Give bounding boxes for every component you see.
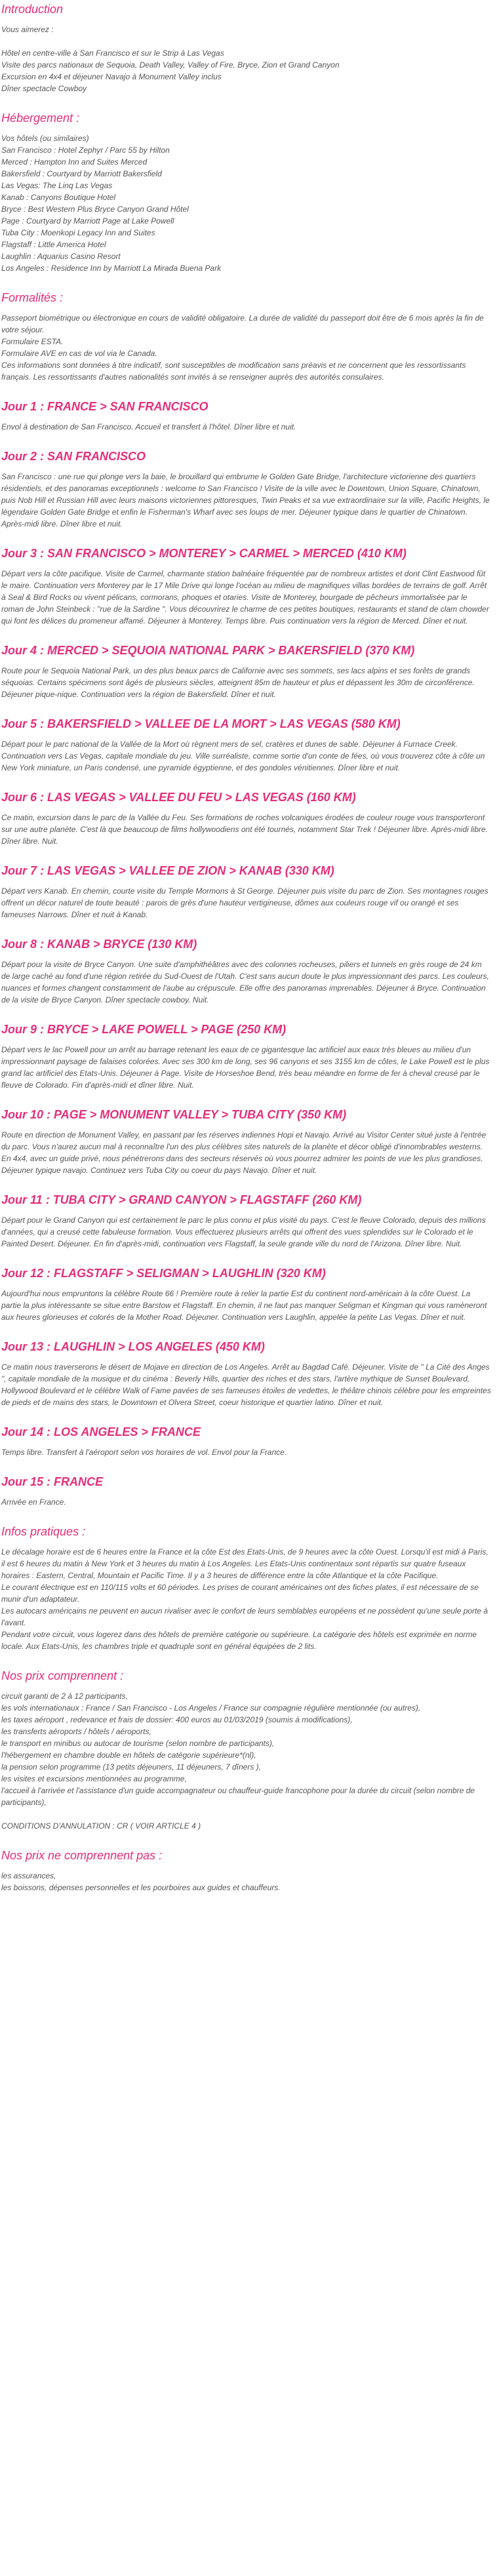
day-item	[1, 789, 491, 847]
text-line: l'hébergement en chambre double en hôtels de catégorie supérieure*(nl),	[1, 1751, 256, 1760]
day-title: Jour 6 : LAS VEGAS > VALLEE DU FEU > LAS VEGAS (160 KM)	[1, 791, 356, 804]
day-item	[1, 1265, 491, 1323]
intro-lines	[1, 24, 491, 94]
day-description: Ce matin, excursion dans le parc de la Vallée du Feu. Ses formations de roches volcaniques érodées de couleur rouge vous transporteront sur une autre planète. C'est là que beaucoup de films hollywoodiens ont été tournés, notamment Star Trek ! Déjeuner libre. Après-midi libre. Dîner libre. Nuit.	[1, 813, 488, 846]
text-line: Passeport biométrique ou électronique en cours de validité obligatoire. La durée de validité du passeport doit être de 6 mois après la fin de votre séjour.	[1, 313, 484, 334]
text-line: le transport en minibus ou autocar de tourisme (selon nombre de participants),	[1, 1739, 275, 1748]
text-line: Formulaire ESTA.	[1, 337, 64, 346]
day-item	[1, 863, 491, 921]
text-line: Formulaire AVE en cas de vol via le Canada.	[1, 349, 157, 358]
day-title: Jour 11 : TUBA CITY > GRAND CANYON > FLAGSTAFF (260 KM)	[1, 1193, 362, 1206]
text-line: Merced : Hampton Inn and Suites Merced	[1, 157, 148, 167]
text-line: Bryce : Best Western Plus Bryce Canyon Grand Hôtel	[1, 205, 189, 214]
infos-lines	[1, 1546, 491, 1652]
intro-title: Introduction	[1, 3, 64, 16]
blank-line	[1, 35, 491, 47]
hebergement-lines	[1, 132, 491, 274]
formalites-section	[1, 290, 491, 383]
text-line: Vous aimerez :	[1, 25, 54, 34]
day-title: Jour 14 : LOS ANGELES > FRANCE	[1, 1425, 201, 1438]
day-item	[1, 936, 491, 1006]
prix-comprend-section	[1, 1668, 491, 1832]
day-title: Jour 9 : BRYCE > LAKE POWELL > PAGE (250 KM)	[1, 1023, 287, 1036]
day-description: Départ pour la visite de Bryce Canyon. Une suite d'amphithéâtres avec des colonnes rocheuses, piliers et tunnels en grès rouge de 24 km de large caché au fond d'une région retirée du Sud-Ouest de l'Utah. C'est sans aucun doute le plus impressionnant des parcs. Les couleurs, nuances et formes changent constamment de l'aube au crépuscule. Elle offre des panoramas imprenables. Déjeuner à Bryce. Continuation de la visite de Bryce Canyon. Dîner spectacle cowboy. Nuit.	[1, 960, 489, 1004]
day-description: Route en direction de Monument Valley, en passant par les réserves indiennes Hopi et Navajo. Arrivé au Visitor Center situé juste à l'entrée du parc. Vous n'aurez aucun mal à reconnaître l'un des plus célèbres sites naturels de la planète et décor obligé d'innombrables westerns. En 4x4, avec un guide privé, nous pénétrerons dans des secteurs réservés où vous pourrez admirer les points de vue les plus grandioses. Déjeuner typique navajo. Continuez vers Tuba City ou coeur du pays Navajo. Dîner et nuit.	[1, 1130, 487, 1175]
day-description: Envol à destination de San Francisco. Accueil et transfert à l'hôtel. Dîner libre et nuit.	[1, 422, 296, 431]
day-description: Départ vers le lac Powell pour un arrêt au barrage retenant les eaux de ce gigantesque lac artificiel aux eaux très bleues au milieu d'un impressionnant paysage de falaises colorées. Avec ses 300 km de long, ses 96 canyons et ses 3155 km de côtes, le Lake Powell est le plus grand lac artificiel des Etats-Unis. Déjeuner à Page. Visite de Horseshoe Bend, très beau méandre en forme de fer à cheval creusé par le fleuve de Colorado. Fin d'après-midi et dîner libre. Nuit.	[1, 1045, 490, 1090]
text-line: Las Vegas: The Linq Las Vegas	[1, 181, 113, 190]
day-description: Départ vers Kanab. En chemin, courte visite du Temple Mormons à St George. Déjeuner puis visite du parc de Zion. Ses montagnes rouges offrent un décor naturel de toute beauté : parois de grès d'une hauteur vertigineuse, dômes aux couleurs rouge vif ou orangé et ses fameuses Narrows. Dîner et nuit à Kanab.	[1, 886, 488, 919]
day-title: Jour 8 : KANAB > BRYCE (130 KM)	[1, 938, 197, 951]
text-line: la pension selon programme (13 petits déjeuners, 11 déjeuners, 7 dîners ),	[1, 1762, 262, 1772]
formalites-title: Formalités :	[1, 291, 64, 304]
day-item	[1, 545, 491, 627]
text-line: Dîner spectacle Cowboy	[1, 84, 87, 93]
text-line: les transferts aéroports / hôtels / aéroports,	[1, 1727, 151, 1736]
day-description: Temps libre. Transfert à l'aéroport selon vos horaires de vol. Envol pour la France.	[1, 1448, 287, 1457]
day-item	[1, 1192, 491, 1250]
text-line: Le courant électrique est en 110/115 volts et 60 périodes. Les prises de courant américaines ont des fiches plates, il est nécessaire de se munir d'un adaptateur.	[1, 1583, 479, 1604]
day-title: Jour 4 : MERCED > SEQUOIA NATIONAL PARK > BAKERSFIELD (370 KM)	[1, 644, 415, 657]
intro-section	[1, 1, 491, 94]
text-line: Flagstaff : Little America Hotel	[1, 240, 106, 249]
day-description: Départ pour le Grand Canyon qui est certainement le parc le plus connu et plus visité du pays. C'est le fleuve Colorado, depuis des millions d'années, qui a creusé cette fabuleuse formation. Vous effectuerez plusieurs arrêts qui offrent des vues splendides sur le Colorado et le Painted Desert. Déjeuner. En fin d'après-midi, continuation vers Flagstaff, la seule grande ville du nord de l'Arizona. Dîner libre. Nuit.	[1, 1216, 486, 1248]
day-description: San Francisco : une rue qui plonge vers la baie, le brouillard qui embrume le Golden Gate Bridge, l'architecture victorienne des quartiers résidentiels, et des panoramas exceptionnels : welcome to San Francisco ! Visite de la ville avec le Downtown, Union Square, Chinatown, puis Nob Hill et Russian Hill avec leurs maisons victoriennes pittoresques, Twin Peaks et sa vue extraordinaire sur la ville, Pacific Heights, le légendaire Golden Gate Bridge et enfin le Fisherman's Wharf avec ses loups de mer. Déjeuner typique dans le quartier de Chinatown. Après-midi libre. Dîner libre et nuit.	[1, 472, 490, 528]
text-line: Le décalage horaire est de 6 heures entre la France et la côte Est des Etats-Unis, de 9 heures avec la côte Ouest. Lorsqu'il est midi à Paris, il est 6 heures du matin à New York et 3 heures du matin à Los Angeles. Les Etats-Unis continentaux sont répartis sur quatre fuseaux horaires : Eastern, Central, Mountain et Pacific Time. Il y a 3 heures de différence entre la côte Atlantique et la côte Pacifique.	[1, 1547, 488, 1580]
text-line: l'accueil à l'arrivée et l'assistance d'un guide accompagnateur ou chauffeur-guide francophone pour la durée du circuit (selon nombre de participants),	[1, 1786, 475, 1807]
day-item	[1, 1107, 491, 1176]
text-line: les taxes aéroport , redevance et frais de dossier: 400 euros au 01/03/2019 (soumis à modifications),	[1, 1715, 353, 1724]
text-line: San Francisco : Hotel Zephyr / Parc 55 by Hilton	[1, 146, 170, 155]
prix-comprend-lines	[1, 1690, 491, 1832]
text-line: Ces informations sont données à titre indicatif, sont susceptibles de modification sans préavis et ne concernent que les ressortissants français. Les ressortissants d'autres nationalités sont invités à se renseigner auprès des autorités consulaires.	[1, 361, 466, 382]
day-title: Jour 5 : BAKERSFIELD > VALLEE DE LA MORT > LAS VEGAS (580 KM)	[1, 717, 401, 730]
text-line: les visites et excursions mentionnées au programme,	[1, 1774, 187, 1783]
day-item	[1, 448, 491, 530]
day-item	[1, 1424, 491, 1458]
day-item	[1, 1339, 491, 1408]
day-description: Route pour le Sequoia National Park, un des plus beaux parcs de Californie avec ses sommets, ses lacs alpins et ses forêts de grands séquoias. Certains spécimens sont âgés de plusieurs siècles, atteignent 85m de hauteur et plus et dépassent les 30m de circonférence. Déjeuner pique-nique. Continuation vers la région de Bakersfield. Dîner et nuit.	[1, 666, 475, 699]
text-line: Vos hôtels (ou similaires)	[1, 134, 89, 143]
text-line: Les autocars américains ne peuvent en aucun rivaliser avec le confort de leurs semblables européens et ne possèdent qu'une seule porte à l'avant.	[1, 1606, 488, 1627]
itinerary-days	[1, 399, 491, 1508]
itinerary-section	[1, 399, 491, 1508]
text-line: Kanab : Canyons Boutique Hotel	[1, 193, 116, 202]
day-title: Jour 13 : LAUGHLIN > LOS ANGELES (450 KM)	[1, 1340, 265, 1353]
text-line: les vols internationaux : France / San Francisco - Los Angeles / France sur compagnie régulière mentionnée (ou autres),	[1, 1703, 421, 1713]
day-item	[1, 1021, 491, 1091]
text-line: Visite des parcs nationaux de Sequoia, Death Valley, Valley of Fire, Bryce, Zion et Grand Canyon	[1, 60, 340, 69]
formalites-lines	[1, 312, 491, 383]
text-line: Tuba City : Moenkopi Legacy Inn and Suites	[1, 228, 155, 237]
day-description: Arrivée en France.	[1, 1497, 66, 1507]
day-item	[1, 643, 491, 700]
day-item	[1, 1474, 491, 1508]
text-line: les assurances,	[1, 1871, 56, 1880]
day-description: Départ vers la côte pacifique. Visite de Carmel, charmante station balnéaire fréquentée par de nombreux artistes et dont Clint Eastwood fût le maire. Continuation vers Monterey par le 17 Mile Drive qui longe l'océan au milieu de magnifiques villas bordées de terrains de golf. Arrêt à Seal & Bird Rocks ou vivent pélicans, cormorans, phoques et otaries. Visite de Monterey, bourgade de pêcheurs immortalisée par le roman de John Steinbeck : "rue de la Sardine ". Vous découvrirez le charme de ces petites boutiques, restaurants et stand de clam chowder qui font les délices du promeneur affamé. Déjeuner à Monterey. Temps libre. Puis continuation vers la région de Merced. Dîner et nuit.	[1, 569, 489, 625]
day-item	[1, 399, 491, 433]
day-title: Jour 15 : FRANCE	[1, 1475, 104, 1488]
text-line: les boissons, dépenses personnelles et les pourboires aux guides et chauffeurs.	[1, 1883, 281, 1892]
day-title: Jour 2 : SAN FRANCISCO	[1, 450, 146, 463]
prix-ne-comprend-lines	[1, 1870, 491, 1893]
text-line: Pendant votre circuit, vous logerez dans des hôtels de première catégorie ou supérieure. La catégorie des hôtels est exprimée en norme locale. Aux Etats-Unis, les chambres triple et quadruple sont en général équipées de 2 lits.	[1, 1630, 477, 1651]
text-line: Page : Courtyard by Marriott Page at Lake Powell	[1, 216, 174, 226]
day-description: Aujourd'hui nous empruntons la célèbre Route 66 ! Première route à relier la partie Est du continent nord-américain à la côte Ouest. La partie la plus intéressante se situe entre Barstow et Flagstaff. En chemin, il ne faut pas manquer Seligman et Kingman qui vous ramèneront aux heures glorieuses et colorés de la Mother Road. Déjeuner. Continuation vers Laughlin, appelée la petite Las Vegas. Dîner et nuit.	[1, 1289, 487, 1322]
day-title: Jour 3 : SAN FRANCISCO > MONTEREY > CARMEL > MERCED (410 KM)	[1, 547, 407, 560]
hebergement-section	[1, 110, 491, 274]
text-line: Hôtel en centre-ville à San Francisco et sur le Strip à Las Vegas	[1, 49, 224, 58]
prix-comprend-title: Nos prix comprennent :	[1, 1669, 124, 1682]
day-title: Jour 7 : LAS VEGAS > VALLEE DE ZION > KANAB (330 KM)	[1, 864, 334, 877]
infos-section	[1, 1524, 491, 1652]
text-line: CONDITIONS D'ANNULATION : CR ( VOIR ARTICLE 4 )	[1, 1821, 201, 1831]
text-line: Excursion en 4x4 et déjeuner Navajo à Monument Valley inclus	[1, 72, 222, 81]
day-item	[1, 716, 491, 774]
day-description: Ce matin nous traverserons le désert de Mojave en direction de Los Angeles. Arrêt au Bagdad Café. Déjeuner. Visite de " La Cité des Anges ", capitale mondiale de la musique et du cinéma : Beverly Hills, quartier des riches et des stars, l'artère mythique de Sunset Boulevard, Hollywood Boulevard et le célèbre Walk of Fame pavées de ses fameuses étoiles de vedettes, le théâtre chinois célèbre pour les empreintes de pieds et de mains des stars, le Downtown et Olvera Street, coeur historique et quartier latino. Dîner et nuit.	[1, 1362, 491, 1407]
hebergement-title: Hébergement :	[1, 111, 80, 125]
day-title: Jour 10 : PAGE > MONUMENT VALLEY > TUBA CITY (350 KM)	[1, 1108, 347, 1121]
text-line: Bakersfield : Courtyard by Marriott Bakersfield	[1, 169, 162, 178]
text-line: circuit garanti de 2 à 12 participants,	[1, 1692, 128, 1701]
prix-ne-comprend-section	[1, 1848, 491, 1893]
text-line: Laughlin : Aquarius Casino Resort	[1, 252, 121, 261]
text-line: Los Angeles : Residence Inn by Marriott La Mirada Buena Park	[1, 264, 222, 273]
day-title: Jour 12 : FLAGSTAFF > SELIGMAN > LAUGHLIN (320 KM)	[1, 1267, 326, 1280]
infos-title: Infos pratiques :	[1, 1525, 86, 1538]
day-description: Départ pour le parc national de la Vallée de la Mort où règnent mers de sel, cratères et dunes de sable. Déjeuner à Furnace Creek. Continuation vers Las Vegas, capitale mondiale du jeu. Ville surréaliste, comme sortie d'un conte de fées, où vous trouverez côte à côte un New York miniature, un Paris condensé, une pyramide égyptienne, et des gondoles vénitiennes. Dîner libre et nuit.	[1, 740, 485, 772]
blank-line	[1, 1808, 491, 1820]
prix-ne-comprend-title: Nos prix ne comprennent pas :	[1, 1849, 163, 1862]
day-title: Jour 1 : FRANCE > SAN FRANCISCO	[1, 400, 209, 413]
